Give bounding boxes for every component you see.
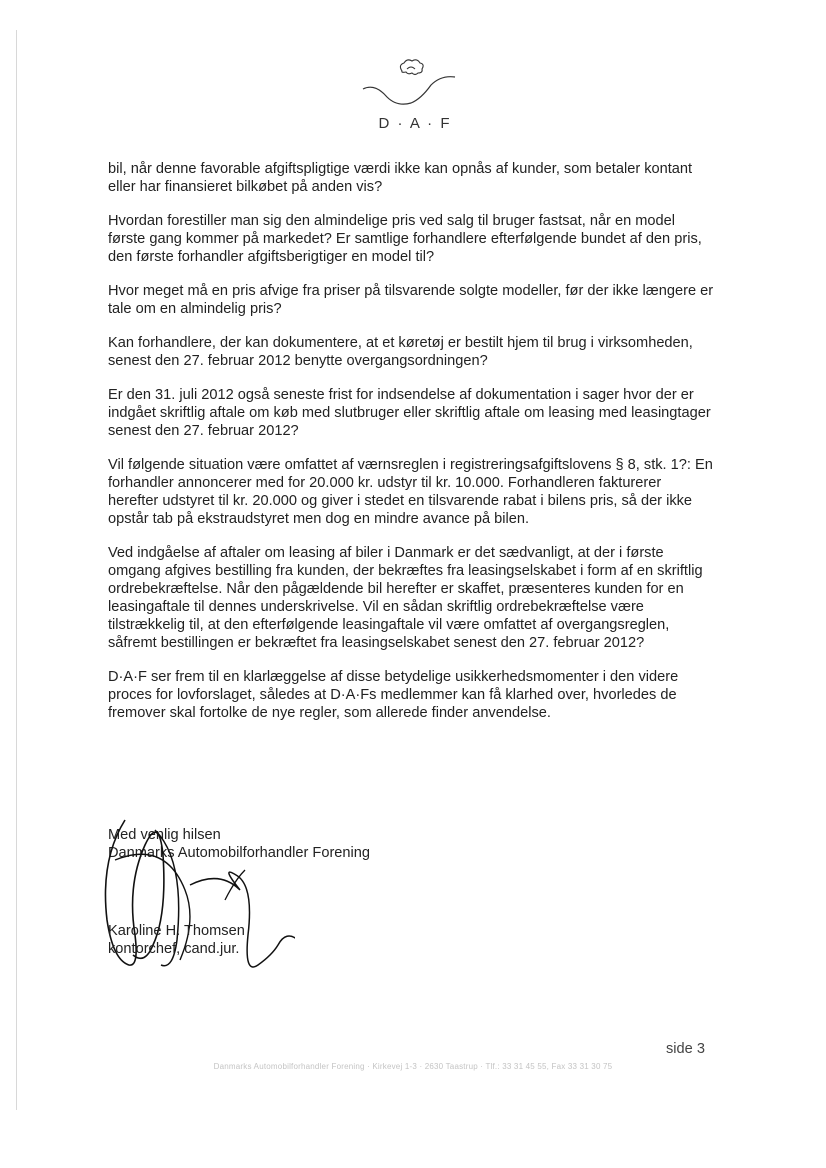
letter-body — [108, 160, 714, 738]
logo-text: D · A · F — [378, 115, 452, 132]
signer-block — [108, 922, 245, 958]
organization-name: Danmarks Automobilforhandler Forening — [108, 845, 371, 861]
paragraph: Hvor meget må en pris afvige fra priser på tilsvarende solgte modeller, før der ikke længere er tale om en almindelig pris? — [108, 283, 714, 317]
paragraph: D·A·F ser frem til en klarlæggelse af disse betydelige usikkerhedsmomenter i den videre proces for lovforslaget, således at D·A·Fs medlemmer kan få klarhed over, hvorledes de fremover skal fortolke de nye regler, som allerede finder anvendelse. — [108, 669, 679, 721]
paragraph: Hvordan forestiller man sig den almindelige pris ved salg til bruger fastsat, når en model første gang kommer på markedet? Er samtlige forhandlere efterfølgende bundet af den pris, den første forhandler afgiftsberigtiger en model til? — [108, 213, 702, 265]
greeting: Med venlig hilsen — [108, 827, 221, 843]
paragraph: Er den 31. juli 2012 også seneste frist for indsendelse af dokumentation i sager hvor der er indgået skriftlig aftale om køb med slutbruger eller skriftlig aftale om leasing med leasingtager senest den 27. februar 2012? — [108, 387, 711, 439]
handwritten-signature — [95, 810, 295, 985]
paragraph: Ved indgåelse af aftaler om leasing af biler i Danmark er det sædvanligt, at der i første omgang afgives bestilling fra kunden, der bekræftes fra leasingselskabet i form af en skriftlig ordrebekræftelse. Når den pågældende bil herefter er skaffet, præsenteres kunden for en leasingaftale til dennes underskrivelse. Vil en sådan skriftlig ordrebekræftelse være tilstrækkelig til, at den efterfølgende leasingaftale vil være omfattet af overgangsreglen, såfremt bestillingen er bekræftet fra leasingselskabet senest den 27. februar 2012? — [108, 545, 703, 651]
signer-title: kontorchef, cand.jur. — [108, 941, 240, 957]
page-number: side 3 — [666, 1041, 705, 1057]
daf-logo — [355, 55, 475, 145]
page-edge-line — [16, 30, 17, 1110]
page-footer: Danmarks Automobilforhandler Forening · Kirkevej 1-3 · 2630 Taastrup · Tlf.: 33 31 45 55, Fax 33 31 30 75 — [213, 1062, 613, 1071]
paragraph: bil, når denne favorable afgiftspligtige værdi ikke kan opnås af kunder, som betaler kontant eller har finansieret bilkøbet på anden vis? — [108, 161, 693, 195]
paragraph: Vil følgende situation være omfattet af værnsreglen i registreringsafgiftslovens § 8, stk. 1?: En forhandler annoncerer med for 20.000 kr. udstyr til kr. 10.000. Forhandleren fakturerer herefter udstyret til kr. 20.000 og giver i stedet en tilsvarende rabat i bilens pris, så der ikke opstår tab på ekstraudstyret men dog en mindre avance på bilen. — [108, 457, 713, 527]
paragraph: Kan forhandlere, der kan dokumentere, at et køretøj er bestilt hjem til brug i virksomheden, senest den 27. februar 2012 benytte overgangsordningen? — [108, 335, 693, 369]
signer-name: Karoline H. Thomsen — [108, 923, 245, 939]
daf-bird-logo-icon — [355, 55, 475, 115]
